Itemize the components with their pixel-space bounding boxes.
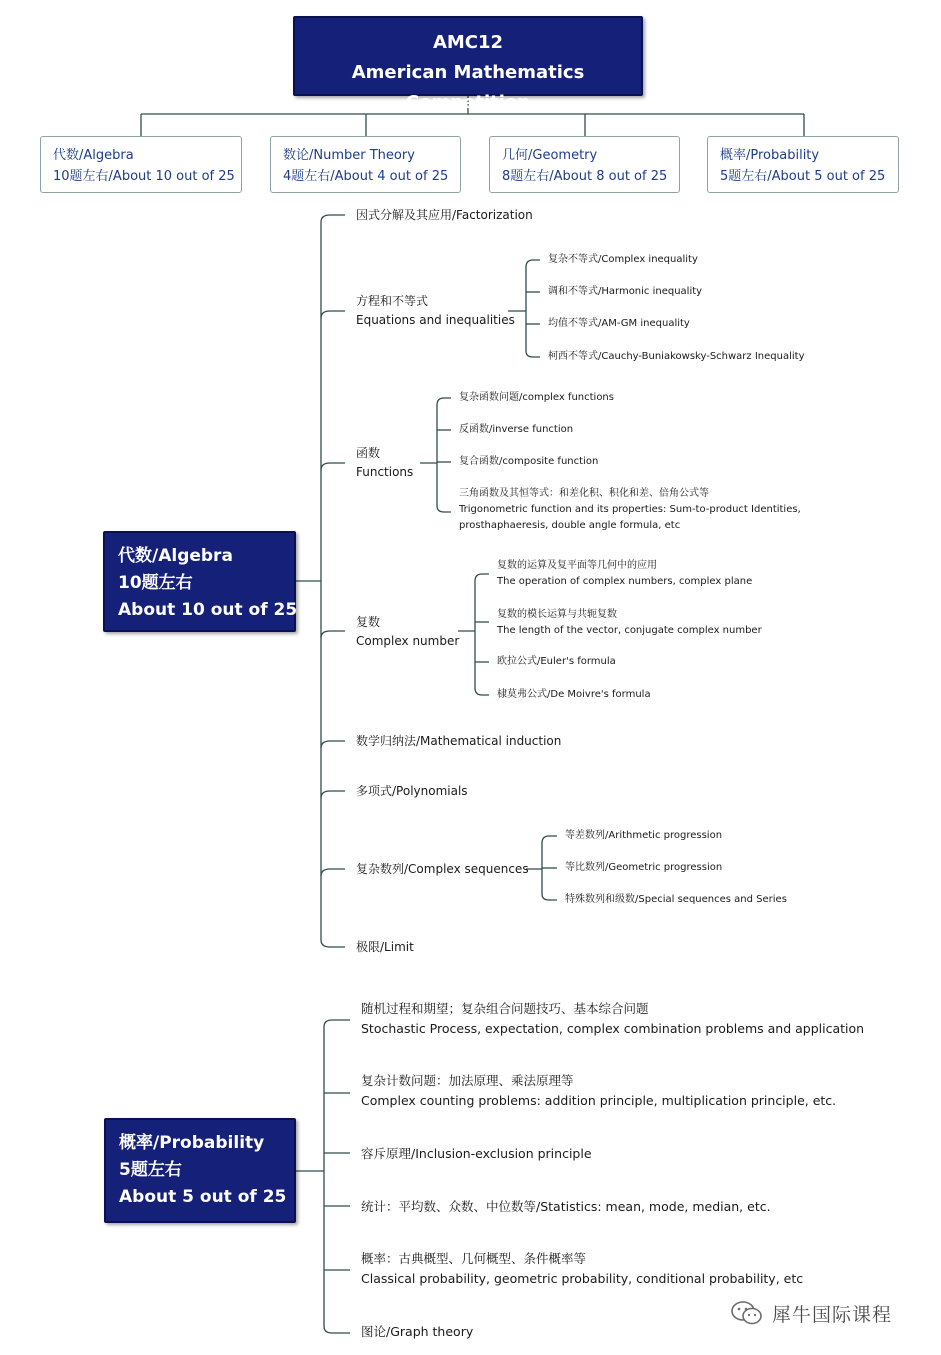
subtopic-arithmetic-progression: 等差数列/Arithmetic progression: [565, 830, 723, 841]
probability-section-box: [104, 1118, 296, 1223]
category-number-theory: [270, 136, 461, 193]
topic-induction: 数学归纳法/Mathematical induction: [356, 734, 562, 748]
probability-topic-cn: 随机过程和期望；复杂组合问题技巧、基本综合问题: [361, 1001, 649, 1016]
subtopic-trigonometric: [459, 486, 801, 534]
watermark: [730, 1298, 892, 1328]
probability-box-line3: About 5 out of 25: [119, 1187, 287, 1207]
algebra-box-line2: 10题左右: [118, 573, 193, 593]
subtopic-harmonic-inequality: 调和不等式/Harmonic inequality: [548, 286, 703, 297]
complex-op-cn: 复数的运算及复平面等几何中的应用: [497, 560, 657, 571]
topic-functions: [356, 444, 413, 482]
algebra-section-box: [103, 531, 296, 632]
probability-box-line1: 概率/Probability: [119, 1133, 265, 1153]
subtopic-euler-formula: 欧拉公式/Euler's formula: [497, 656, 616, 667]
probability-topic-classical: [361, 1249, 803, 1289]
subtopic-inverse-function: 反函数/inverse function: [459, 424, 574, 435]
subtopic-geometric-progression: 等比数列/Geometric progression: [565, 862, 723, 873]
probability-topic-stochastic: [361, 999, 864, 1039]
topic-equations-cn: 方程和不等式: [356, 294, 429, 308]
complex-len-cn: 复数的模长运算与共轭复数: [497, 609, 617, 620]
trig-line2: Trigonometric function and its properties: Sum-to-product Identities,: [459, 504, 801, 515]
probability-topic-statistics: 统计：平均数、众数、中位数等/Statistics: mean, mode, median, etc.: [361, 1199, 771, 1214]
subtopic-complex-functions: 复杂函数问题/complex functions: [459, 392, 614, 403]
topic-complex-number: [356, 613, 459, 651]
topic-complex-cn: 复数: [356, 615, 381, 629]
title-line2: American Mathematics Competition: [351, 62, 585, 113]
subtopic-complex-inequality: 复杂不等式/Complex inequality: [548, 254, 698, 265]
topic-equations-en: Equations and inequalities: [356, 313, 515, 327]
category-geometry: [489, 136, 680, 193]
probability-topic-graph-theory: 图论/Graph theory: [361, 1324, 474, 1339]
subtopic-special-sequences: 特殊数列和级数/Special sequences and Series: [565, 894, 787, 905]
category-count: 8题左右/About 8 out of 25: [502, 169, 668, 184]
subtopic-complex-length: [497, 607, 762, 639]
complex-len-en: The length of the vector, conjugate complex number: [497, 625, 762, 636]
category-count: 10题左右/About 10 out of 25: [53, 169, 235, 184]
wechat-icon: [730, 1300, 764, 1326]
probability-topic-inclusion-exclusion: 容斥原理/Inclusion-exclusion principle: [361, 1146, 592, 1161]
trig-line1: 三角函数及其恒等式：和差化积、积化和差、倍角公式等: [459, 488, 709, 499]
subtopic-demoivre-formula: 棣莫弗公式/De Moivre's formula: [497, 689, 651, 700]
topic-limit: 极限/Limit: [356, 940, 414, 954]
category-algebra: [40, 136, 242, 193]
probability-topic-cn: 复杂计数问题：加法原理、乘法原理等: [361, 1073, 574, 1088]
topic-complex-en: Complex number: [356, 634, 460, 648]
trig-line3: prosthaphaeresis, double angle formula, etc: [459, 520, 681, 531]
probability-box-line2: 5题左右: [119, 1160, 182, 1180]
subtopic-complex-operation: [497, 558, 752, 590]
complex-op-en: The operation of complex numbers, complex plane: [497, 576, 753, 587]
subtopic-cauchy-inequality: 柯西不等式/Cauchy-Buniakowsky-Schwarz Inequality: [548, 351, 805, 362]
watermark-text: 犀牛国际课程: [772, 1303, 893, 1326]
topic-polynomials: 多项式/Polynomials: [356, 784, 468, 798]
topic-functions-cn: 函数: [356, 446, 381, 460]
topic-functions-en: Functions: [356, 465, 414, 479]
category-name: 数论/Number Theory: [283, 148, 415, 163]
probability-topic-en: Stochastic Process, expectation, complex combination problems and application: [361, 1021, 865, 1036]
topic-equations: [356, 292, 515, 330]
subtopic-composite-function: 复合函数/composite function: [459, 456, 599, 467]
category-probability: [707, 136, 899, 193]
probability-topic-en: Complex counting problems: addition principle, multiplication principle, etc.: [361, 1093, 837, 1108]
category-count: 4题左右/About 4 out of 25: [283, 169, 449, 184]
algebra-box-line3: About 10 out of 25: [118, 600, 298, 620]
category-name: 代数/Algebra: [53, 148, 134, 163]
title-line1: AMC12: [432, 32, 504, 53]
title-box: [293, 16, 643, 113]
category-count: 5题左右/About 5 out of 25: [720, 169, 886, 184]
topic-factorization: 因式分解及其应用/Factorization: [356, 208, 533, 222]
probability-topic-counting: [361, 1071, 836, 1111]
probability-topic-cn: 概率：古典概型、几何概型、条件概率等: [361, 1251, 587, 1266]
algebra-box-line1: 代数/Algebra: [118, 546, 233, 566]
subtopic-am-gm-inequality: 均值不等式/AM-GM inequality: [548, 318, 690, 329]
category-name: 概率/Probability: [720, 148, 820, 163]
probability-topic-en: Classical probability, geometric probability, conditional probability, etc: [361, 1271, 804, 1286]
topic-complex-sequences: 复杂数列/Complex sequences: [356, 862, 529, 876]
category-name: 几何/Geometry: [502, 148, 598, 163]
